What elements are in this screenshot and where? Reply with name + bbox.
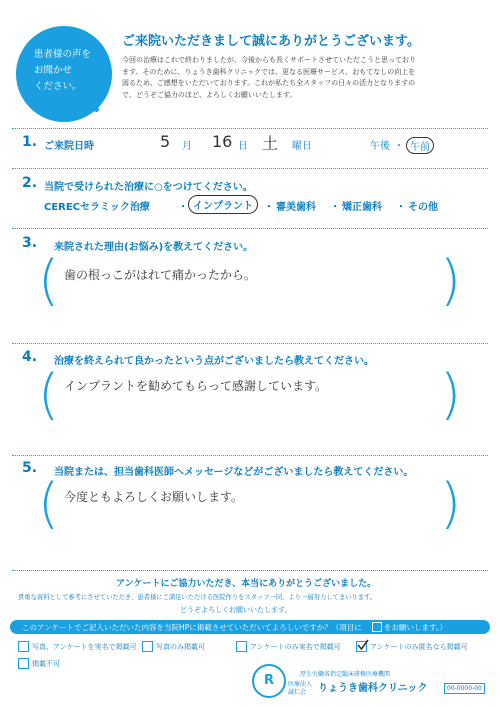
q1-separator: ・ [394,141,404,152]
consent-checkbox-survey-anonymous[interactable] [356,641,367,652]
q1-pm-option[interactable]: 午後 [370,141,390,152]
consent-option-realname: 写真、アンケートを実名で掲載可 [32,643,137,651]
q2-option-implant-circled[interactable]: インプラント [188,195,258,214]
q1-month-value[interactable]: 5 [160,132,171,151]
q1-weekday-unit: 曜日 [292,141,312,152]
bubble-line-1: 患者様の声を [34,49,92,60]
thanks-headline: アンケートにご協力いただき、本当にありがとうございました。 [116,579,377,589]
q1-number: 1. [22,134,38,150]
q3-number: 3. [22,235,38,251]
consent-question: このアンケートでご記入いただいた内容を当院HPに掲載させていただいてよろしいですか？（項目に [22,623,362,632]
q2-separator: ・ [330,202,340,213]
q2-separator: ・ [264,202,274,213]
checkmark-icon [357,639,369,651]
consent-question-end: をお願いします。） [384,623,448,632]
right-bracket-icon: ) [440,363,462,426]
divider [12,455,488,456]
consent-option-photo-only: 写真のみ掲載可 [156,643,205,651]
q2-number: 2. [22,175,38,191]
q1-month-unit: 月 [182,141,192,152]
bubble-dot-small-icon [94,107,99,112]
left-bracket-icon: ( [38,472,60,535]
divider [12,343,488,344]
consent-checkbox-survey-realname[interactable] [236,641,247,652]
divider [12,228,488,229]
q2-label: 当院で受けられた治療に○をつけてください。 [44,182,253,193]
q4-label: 治療を終えられて良かったという点がございましたら教えてください。 [54,356,374,367]
thanks-line-1: 貴重な資料として参考にさせていただき、患者様にご満足いただける医院作りをスタッフ一同、より一層努力してまいります。 [18,594,377,601]
footer-code: 00-0000-00 [444,683,485,694]
footer-affiliation: 厚生労働省指定臨床研修医療機関 [300,671,391,678]
intro-line: で、どうぞご協力のほど、よろしくお願いいたします。 [122,90,297,99]
footer-corp-1: 医療法人 [288,681,313,688]
intro-line: ます。そのために、りょうき歯科クリニックでは、更なる医療サービス、おもてなしの向上を [122,67,416,76]
footer-corp-2: 誠仁会 [288,689,307,696]
divider [12,168,488,169]
bubble-dot-icon [86,96,96,106]
q4-answer[interactable]: インプラントを勧めてもらって感謝しています。 [64,379,328,393]
q1-day-unit: 日 [238,141,248,152]
q1-day-value[interactable]: 16 [212,132,233,151]
page-title: ご来院いただきまして誠にありがとうございます。 [122,34,420,49]
consent-checkbox-no-publish[interactable] [18,658,29,669]
left-bracket-icon: ( [38,363,60,426]
q1-label: ご来院日時 [44,141,94,152]
q2-option-other[interactable]: その他 [408,202,438,213]
left-bracket-icon: ( [38,249,60,312]
bubble-line-3: ください。 [34,81,82,92]
q3-answer[interactable]: 歯の根っこがはれて痛かったから。 [64,268,257,282]
q2-option-cerec[interactable]: CERECセラミック治療 [44,202,150,213]
consent-option-no-publish: 掲載不可 [32,660,60,668]
consent-option-survey-anonymous: アンケートのみ匿名なら掲載可 [370,643,468,651]
right-bracket-icon: ) [440,249,462,312]
thanks-line-2: どうぞよろしくお願いいたします。 [180,606,292,614]
footer-clinic-name: りょうき歯科クリニック [318,683,428,694]
q2-option-aesthetic[interactable]: 審美歯科 [276,202,316,213]
q4-number: 4. [22,349,38,365]
divider [12,570,488,571]
consent-option-survey-realname: アンケートのみ実名で掲載可 [250,643,341,651]
clinic-logo: R [252,664,286,698]
consent-checkbox-photo-only[interactable] [142,641,153,652]
q2-separator: ・ [396,202,406,213]
divider [12,128,488,129]
intro-text [122,55,494,101]
bubble-line-2: お聞かせ [34,65,73,76]
q5-number: 5. [22,460,38,476]
q5-label: 当院または、担当歯科医師へメッセージなどがございましたら教えてください。 [54,467,414,478]
q2-separator: ・ [178,202,188,213]
right-bracket-icon: ) [440,472,462,535]
q3-label: 来院された理由(お悩み)を教えてください。 [54,242,254,253]
consent-bar [10,620,490,634]
intro-line: 図るため、ご感想をいただいております。これが私たち全スタッフの日々の活力となりますの [122,79,416,87]
q1-am-option-circled[interactable]: 午前 [406,137,434,154]
q2-option-orthodontics[interactable]: 矯正歯科 [342,202,382,213]
checkbox-sample-icon [372,622,382,632]
q5-answer[interactable]: 今度ともよろしくお願いします。 [64,490,244,504]
q1-weekday-value[interactable]: 土 [262,134,279,153]
consent-checkbox-realname[interactable] [18,641,29,652]
intro-line: 今回の治療はこれで終わりましたが、今後からも長くサポートさせていただこうと思っており [122,56,416,64]
